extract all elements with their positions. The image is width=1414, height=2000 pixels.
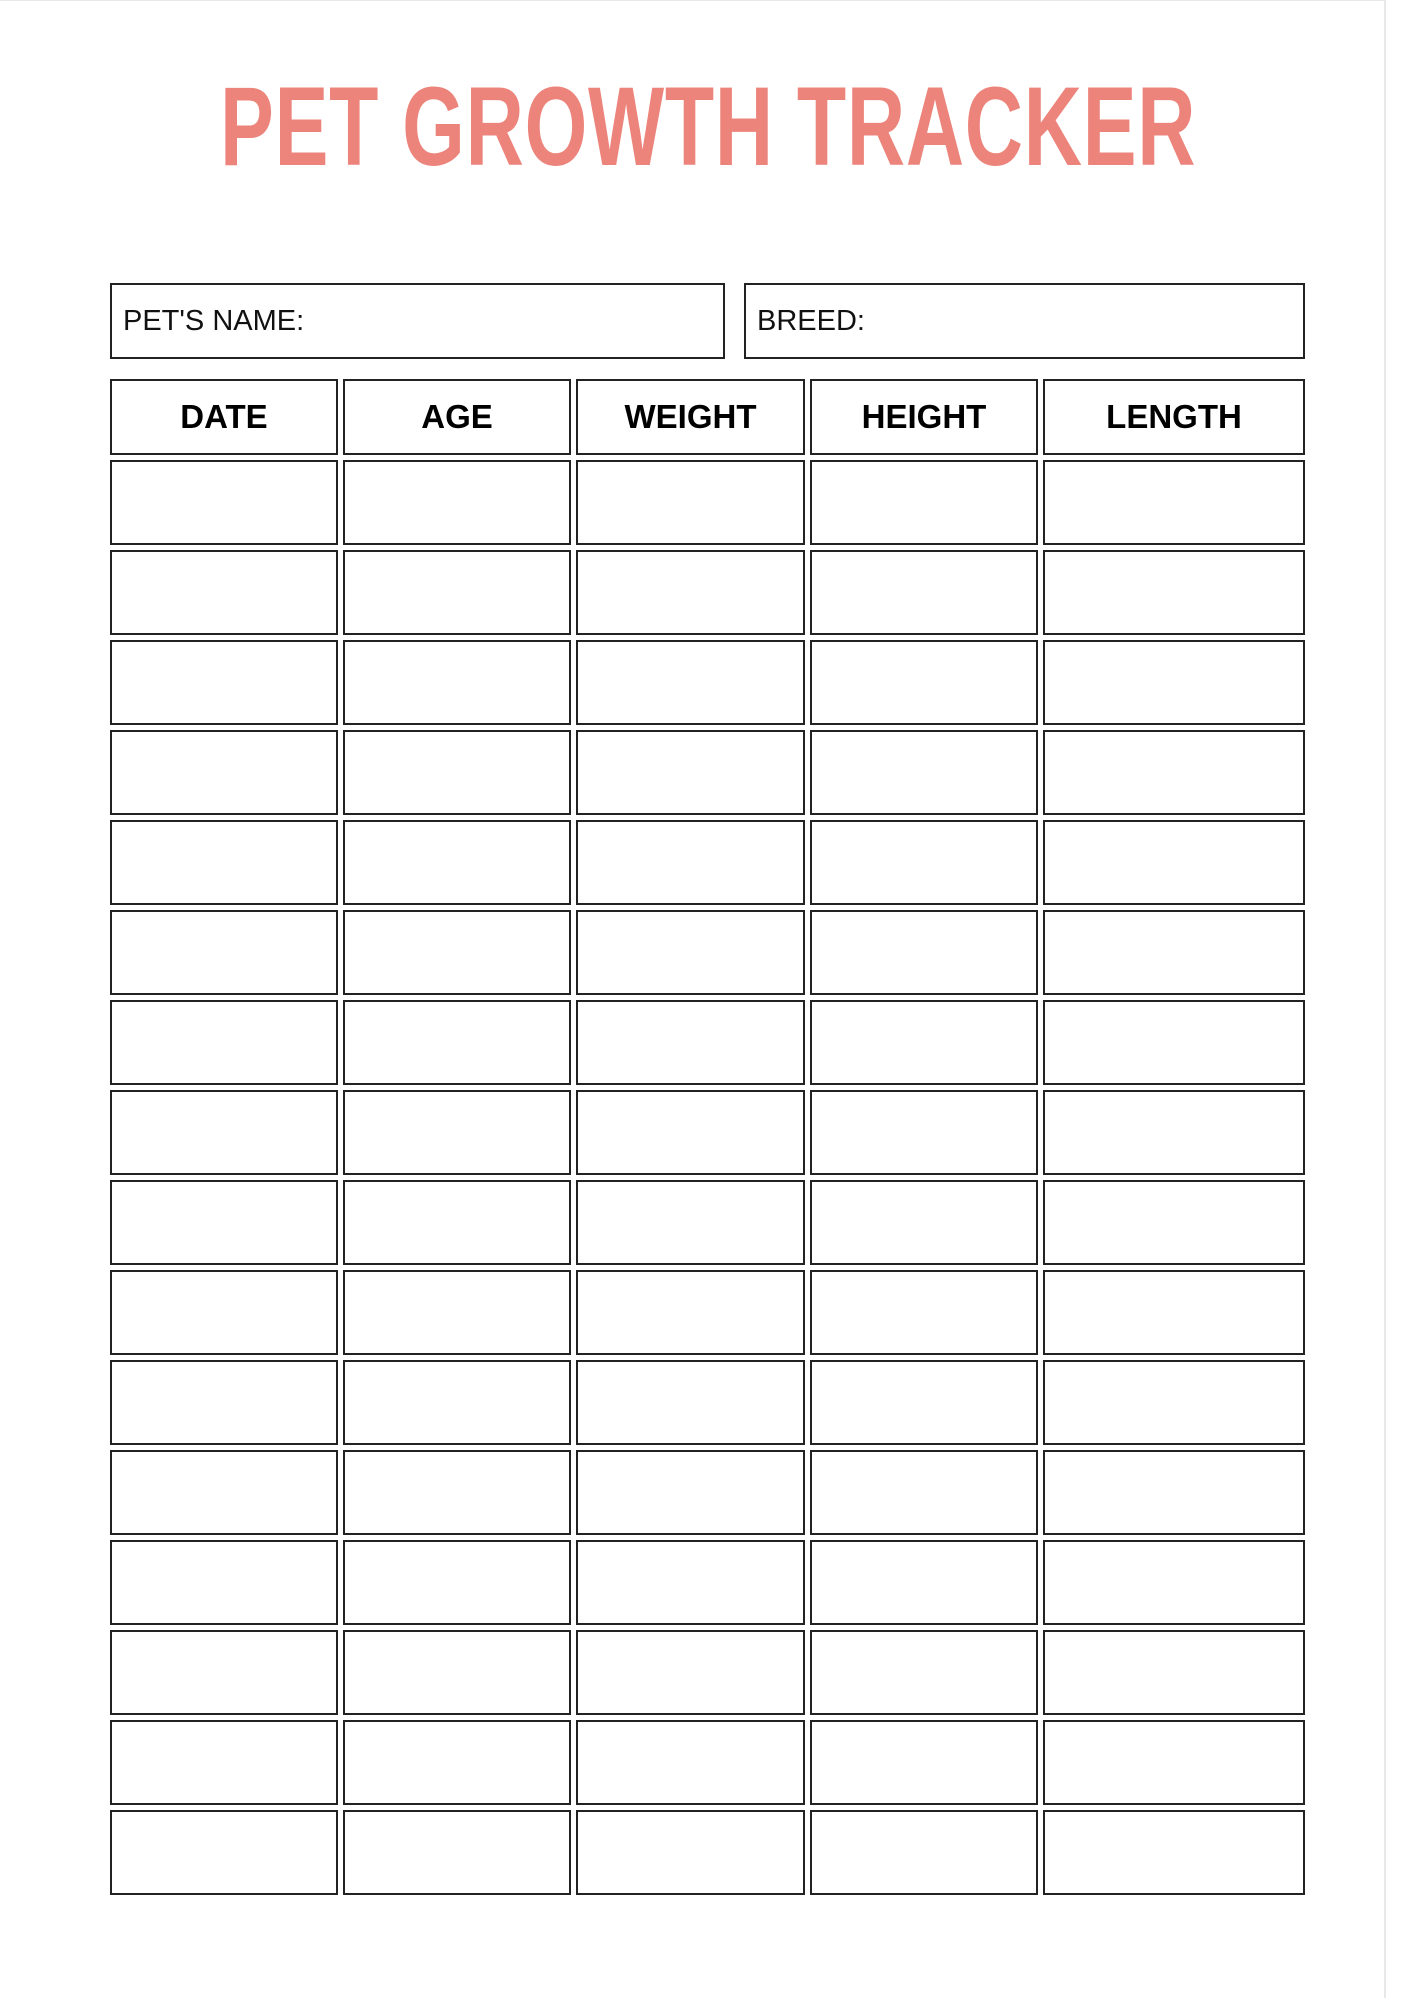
entry-cell-height[interactable] xyxy=(810,1720,1038,1805)
pet-name-field[interactable] xyxy=(110,283,725,359)
entry-cell-weight[interactable] xyxy=(576,1720,805,1805)
entry-cell-date[interactable] xyxy=(110,1180,338,1265)
entry-cell-length[interactable] xyxy=(1043,820,1305,905)
entry-cell-age[interactable] xyxy=(343,910,571,995)
column-header-date: DATE xyxy=(110,379,338,455)
column-header-age: AGE xyxy=(343,379,571,455)
entry-cell-length[interactable] xyxy=(1043,1450,1305,1535)
entry-cell-age[interactable] xyxy=(343,460,571,545)
entry-cell-height[interactable] xyxy=(810,1540,1038,1625)
entry-cell-height[interactable] xyxy=(810,1630,1038,1715)
column-header-length: LENGTH xyxy=(1043,379,1305,455)
entry-cell-age[interactable] xyxy=(343,1720,571,1805)
entry-cell-weight[interactable] xyxy=(576,1540,805,1625)
entry-cell-weight[interactable] xyxy=(576,910,805,995)
entry-cell-age[interactable] xyxy=(343,640,571,725)
entry-cell-length[interactable] xyxy=(1043,550,1305,635)
breed-label: BREED: xyxy=(757,304,865,337)
entry-cell-length[interactable] xyxy=(1043,730,1305,815)
pet-name-label: PET'S NAME: xyxy=(123,304,305,337)
entry-cell-height[interactable] xyxy=(810,820,1038,905)
entry-cell-weight[interactable] xyxy=(576,1360,805,1445)
entry-cell-date[interactable] xyxy=(110,1450,338,1535)
entry-cell-weight[interactable] xyxy=(576,460,805,545)
entry-cell-date[interactable] xyxy=(110,1630,338,1715)
entry-cell-age[interactable] xyxy=(343,1180,571,1265)
entry-cell-height[interactable] xyxy=(810,460,1038,545)
entry-cell-date[interactable] xyxy=(110,910,338,995)
entry-cell-length[interactable] xyxy=(1043,1270,1305,1355)
entry-cell-date[interactable] xyxy=(110,1540,338,1625)
entry-cell-weight[interactable] xyxy=(576,1000,805,1085)
entry-cell-length[interactable] xyxy=(1043,1810,1305,1895)
entry-cell-date[interactable] xyxy=(110,1090,338,1175)
entry-cell-age[interactable] xyxy=(343,550,571,635)
entry-cell-length[interactable] xyxy=(1043,1720,1305,1805)
entry-cell-weight[interactable] xyxy=(576,640,805,725)
entry-cell-height[interactable] xyxy=(810,1270,1038,1355)
entry-cell-height[interactable] xyxy=(810,1180,1038,1265)
entry-cell-weight[interactable] xyxy=(576,1090,805,1175)
entry-cell-height[interactable] xyxy=(810,640,1038,725)
entry-cell-age[interactable] xyxy=(343,1630,571,1715)
breed-field[interactable] xyxy=(744,283,1305,359)
entry-cell-date[interactable] xyxy=(110,1000,338,1085)
entry-cell-weight[interactable] xyxy=(576,550,805,635)
entry-cell-weight[interactable] xyxy=(576,1270,805,1355)
entry-cell-date[interactable] xyxy=(110,730,338,815)
entry-cell-weight[interactable] xyxy=(576,1450,805,1535)
entry-cell-height[interactable] xyxy=(810,1360,1038,1445)
entry-cell-age[interactable] xyxy=(343,820,571,905)
column-header-height: HEIGHT xyxy=(810,379,1038,455)
entry-cell-height[interactable] xyxy=(810,1810,1038,1895)
entry-cell-date[interactable] xyxy=(110,1720,338,1805)
entry-cell-age[interactable] xyxy=(343,1450,571,1535)
entry-cell-height[interactable] xyxy=(810,910,1038,995)
entry-cell-age[interactable] xyxy=(343,1270,571,1355)
entry-cell-age[interactable] xyxy=(343,1000,571,1085)
entry-cell-date[interactable] xyxy=(110,820,338,905)
entry-cell-weight[interactable] xyxy=(576,1630,805,1715)
entry-cell-date[interactable] xyxy=(110,550,338,635)
entry-cell-height[interactable] xyxy=(810,1090,1038,1175)
entry-cell-length[interactable] xyxy=(1043,1630,1305,1715)
page-title: PET GROWTH TRACKER xyxy=(220,64,1197,189)
entry-cell-date[interactable] xyxy=(110,640,338,725)
entry-cell-length[interactable] xyxy=(1043,1360,1305,1445)
entry-cell-length[interactable] xyxy=(1043,1540,1305,1625)
entry-cell-weight[interactable] xyxy=(576,730,805,815)
entry-cell-age[interactable] xyxy=(343,1540,571,1625)
entry-cell-age[interactable] xyxy=(343,1360,571,1445)
entry-cell-height[interactable] xyxy=(810,730,1038,815)
entry-cell-length[interactable] xyxy=(1043,460,1305,545)
entry-cell-height[interactable] xyxy=(810,1000,1038,1085)
entry-cell-weight[interactable] xyxy=(576,1180,805,1265)
entry-cell-weight[interactable] xyxy=(576,1810,805,1895)
entry-cell-length[interactable] xyxy=(1043,1090,1305,1175)
entry-cell-date[interactable] xyxy=(110,1270,338,1355)
growth-table xyxy=(110,379,1305,1895)
entry-cell-length[interactable] xyxy=(1043,640,1305,725)
entry-cell-date[interactable] xyxy=(110,460,338,545)
entry-cell-date[interactable] xyxy=(110,1360,338,1445)
entry-cell-length[interactable] xyxy=(1043,1000,1305,1085)
entry-cell-height[interactable] xyxy=(810,1450,1038,1535)
column-header-weight: WEIGHT xyxy=(576,379,805,455)
entry-cell-date[interactable] xyxy=(110,1810,338,1895)
entry-cell-age[interactable] xyxy=(343,730,571,815)
entry-cell-age[interactable] xyxy=(343,1810,571,1895)
entry-cell-height[interactable] xyxy=(810,550,1038,635)
entry-cell-length[interactable] xyxy=(1043,910,1305,995)
entry-cell-weight[interactable] xyxy=(576,820,805,905)
entry-cell-age[interactable] xyxy=(343,1090,571,1175)
entry-cell-length[interactable] xyxy=(1043,1180,1305,1265)
